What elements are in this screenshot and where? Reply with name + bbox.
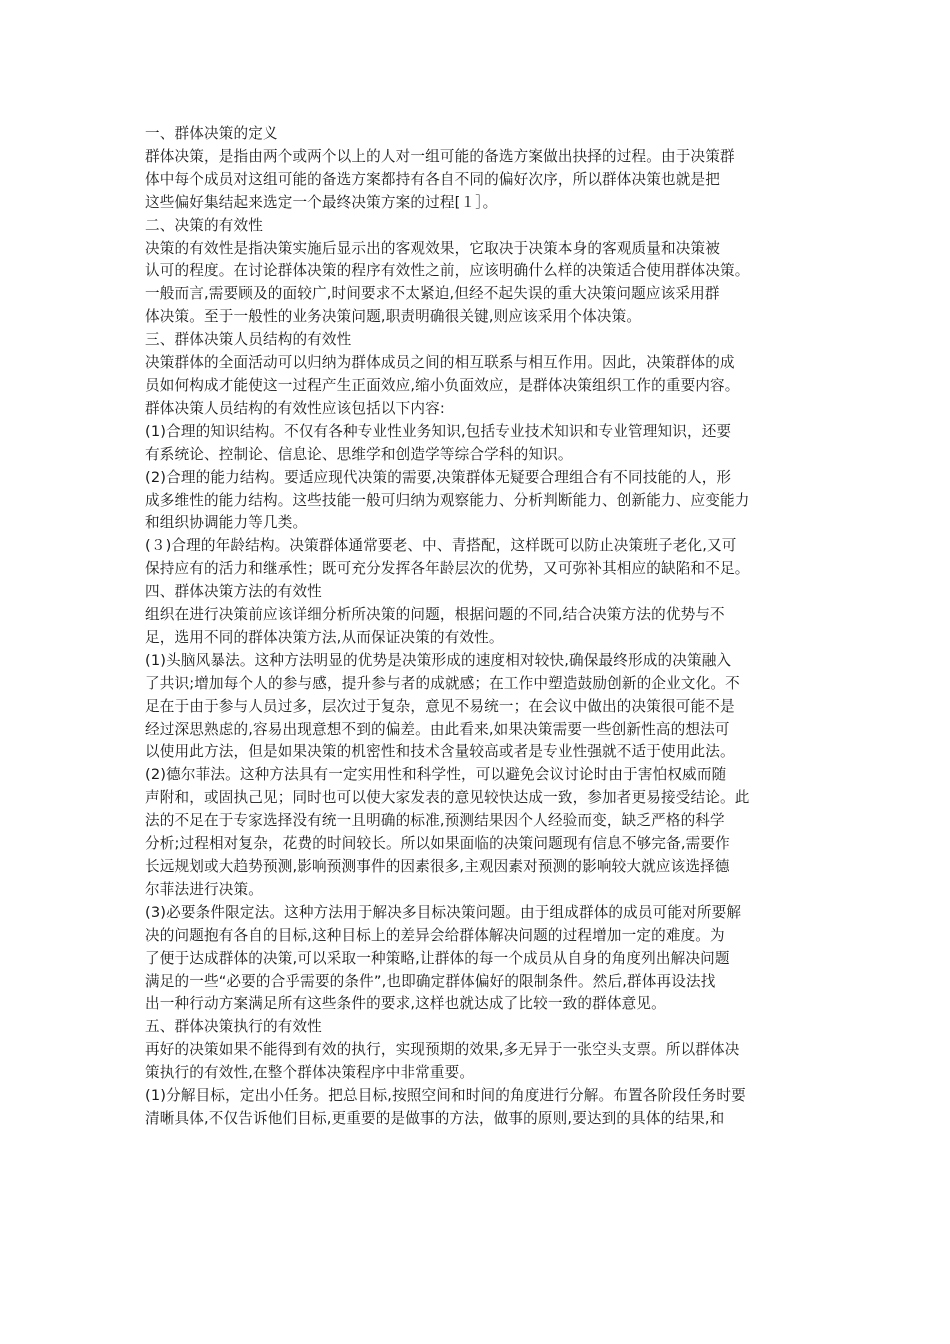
list-item-line: 成多维性的能力结构。这些技能一般可归纳为观察能力、分析判断能力、创新能力、应变能力 [145, 491, 750, 509]
paragraph-line: 一般而言,需要顾及的面较广,时间要求不太紧迫,但经不起失误的重大决策问题应该采用群 [145, 285, 720, 303]
list-item-line: 声附和，或固执己见；同时也可以使大家发表的意见较快达成一致，参加者更易接受结论。此 [145, 789, 750, 807]
paragraph-line: 这些偏好集结起来选定一个最终决策方案的过程[１］。 [145, 193, 498, 211]
section-heading-2: 二、决策的有效性 [145, 216, 263, 234]
list-item-line: (1)合理的知识结构。不仅有各种专业性业务知识,包括专业技术知识和专业管理知识，还要 [145, 422, 732, 440]
list-item-line: 和组织协调能力等几类。 [145, 514, 308, 532]
list-item-line: 分析;过程相对复杂，花费的时间较长。所以如果面临的决策问题现有信息不够完备,需要作 [145, 835, 730, 853]
section-heading-1: 一、群体决策的定义 [145, 125, 278, 142]
paragraph-line: 体决策。至于一般性的业务决策问题,职责明确很关键,则应该采用个体决策。 [145, 308, 642, 326]
list-item-line: 法的不足在于专家选择没有统一且明确的标准,预测结果因个人经验而变，缺乏严格的科学 [145, 812, 725, 830]
section-heading-4: 四、群体决策方法的有效性 [145, 583, 322, 601]
paragraph-line: 策执行的有效性,在整个群体决策程序中非常重要。 [145, 1064, 475, 1082]
list-item-line: 足在于由于参与人员过多，层次过于复杂，意见不易统一；在会议中做出的决策很可能不是 [145, 697, 735, 715]
section-heading-5: 五、群体决策执行的有效性 [145, 1018, 322, 1036]
list-item-line: 以使用此方法，但是如果决策的机密性和技术含量较高或者是专业性强就不适于使用此法。 [145, 743, 735, 761]
list-item-line: 保持应有的活力和继承性；既可充分发挥各年龄层次的优势，又可弥补其相应的缺陷和不足。 [145, 560, 750, 578]
paragraph-line: 认可的程度。在讨论群体决策的程序有效性之前，应该明确什么样的决策适合使用群体决策。 [145, 262, 750, 280]
list-item-line: (３)合理的年龄结构。决策群体通常要老、中、青搭配，这样既可以防止决策班子老化,又可 [145, 537, 737, 555]
list-item-line: 出一种行动方案满足所有这些条件的要求,这样也就达成了比较一致的群体意见。 [145, 995, 666, 1013]
list-item-line: 了便于达成群体的决策,可以采取一种策略,让群体的每一个成员从自身的角度列出解决问题 [145, 949, 730, 967]
paragraph-line: 群体决策人员结构的有效性应该包括以下内容: [145, 399, 445, 417]
paragraph-line: 群体决策，是指由两个或两个以上的人对一组可能的备选方案做出抉择的过程。由于决策群 [145, 147, 735, 165]
document-body [145, 123, 815, 1131]
paragraph-line: 决策群体的全面活动可以归纳为群体成员之间的相互联系与相互作用。因此，决策群体的成 [145, 354, 735, 372]
list-item-line: 尔菲法进行决策。 [145, 880, 263, 898]
list-item-line: (3)必要条件限定法。这种方法用于解决多目标决策问题。由于组成群体的成员可能对所要解 [145, 903, 742, 921]
paragraph-line: 再好的决策如果不能得到有效的执行，实现预期的效果,多无异于一张空头支票。所以群体决 [145, 1041, 740, 1059]
list-item-line: 满足的一些“必要的合乎需要的条件”,也即确定群体偏好的限制条件。然后,群体再设法找 [145, 972, 716, 990]
list-item-line: 有系统论、控制论、信息论、思维学和创造学等综合学科的知识。 [145, 445, 573, 463]
list-item-line: (1)头脑风暴法。这种方法明显的优势是决策形成的速度相对较快,确保最终形成的决策融入 [145, 651, 732, 669]
paragraph-line: 组织在进行决策前应该详细分析所决策的问题，根据问题的不同,结合决策方法的优势与不 [145, 606, 725, 624]
list-item-line: 了共识;增加每个人的参与感，提升参与者的成就感；在工作中塑造鼓励创新的企业文化。不 [145, 674, 740, 692]
section-heading-3: 三、群体决策人员结构的有效性 [145, 331, 352, 349]
paragraph-line: 员如何构成才能使这一过程产生正面效应,缩小负面效应，是群体决策组织工作的重要内容。 [145, 376, 740, 394]
list-item-line: (1)分解目标，定出小任务。把总目标,按照空间和时间的角度进行分解。布置各阶段任务时要 [145, 1087, 746, 1105]
list-item-line: 决的问题抱有各自的目标,这种目标上的差异会给群体解决问题的过程增加一定的难度。为 [145, 926, 725, 944]
list-item-line: (2)德尔菲法。这种方法具有一定实用性和科学性，可以避免会议讨论时由于害怕权威而随 [145, 766, 727, 784]
list-item-line: 经过深思熟虑的,容易出现意想不到的偏差。由此看来,如果决策需要一些创新性高的想法可 [145, 720, 730, 738]
paragraph-line: 足，选用不同的群体决策方法,从而保证决策的有效性。 [145, 628, 504, 646]
list-item-line: 清晰具体,不仅告诉他们目标,更重要的是做事的方法，做事的原则,要达到的具体的结果,和 [145, 1109, 725, 1127]
list-item-line: (2)合理的能力结构。要适应现代决策的需要,决策群体无疑要合理组合有不同技能的人，形 [145, 468, 732, 486]
list-item-line: 长远规划或大趋势预测,影响预测事件的因素很多,主观因素对预测的影响较大就应该选择德 [145, 858, 730, 875]
paragraph-line: 体中每个成员对这组可能的备选方案都持有各自不同的偏好次序，所以群体决策也就是把 [145, 170, 721, 188]
paragraph-line: 决策的有效性是指决策实施后显示出的客观效果，它取决于决策本身的客观质量和决策被 [145, 239, 721, 257]
